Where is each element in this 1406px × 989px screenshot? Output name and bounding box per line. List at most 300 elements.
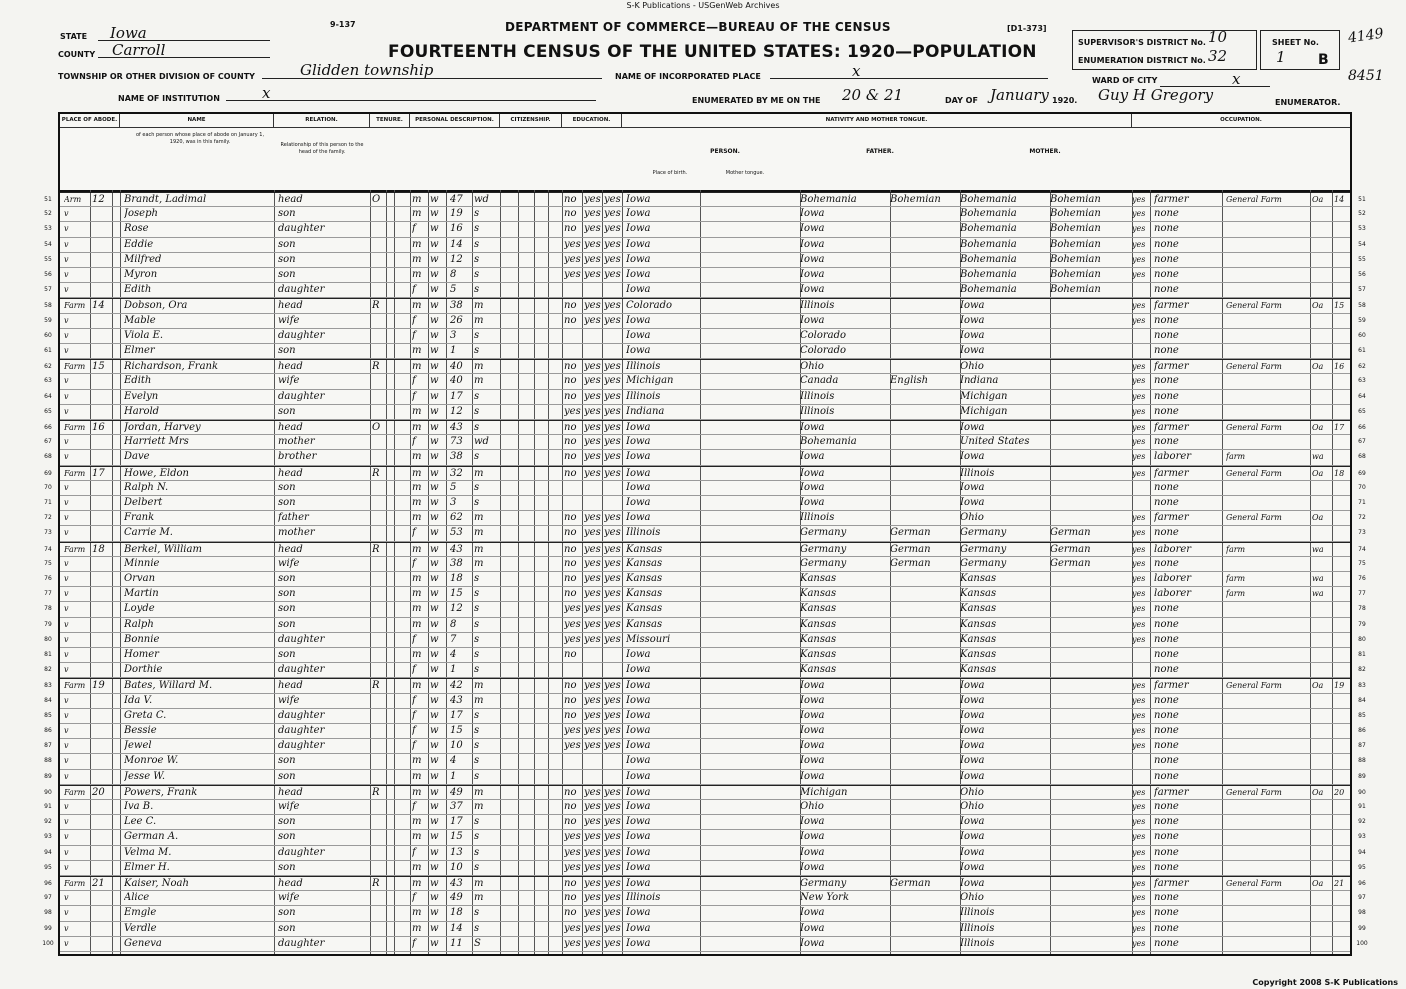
line-number: 72 — [44, 514, 52, 522]
cell-ten: R — [372, 467, 380, 479]
census-title: FOURTEENTH CENSUS OF THE UNITED STATES: 1920—POPULATION — [388, 42, 1037, 62]
cell-pob: Iowa — [626, 422, 651, 433]
cell-occ: none — [1154, 846, 1179, 858]
cell-mpob: Iowa — [960, 770, 985, 782]
line-number: 100 — [42, 939, 54, 947]
table-row — [44, 602, 1366, 617]
line-number-right: 76 — [1358, 575, 1366, 582]
cell-fpob: Kansas — [800, 664, 837, 676]
cell-sch: yes — [564, 740, 581, 752]
header-occupation: OCCUPATION. — [1132, 114, 1350, 128]
cell-cls: wa — [1312, 574, 1324, 583]
enumerated-day: 20 & 21 — [842, 86, 904, 104]
cell-ind: General Farm — [1226, 195, 1282, 204]
cell-age: 12 — [450, 603, 463, 615]
cell-eng: yes — [1132, 301, 1146, 311]
cell-occ: none — [1154, 208, 1179, 220]
cell-mpob: Ohio — [960, 801, 984, 812]
cell-ind: General Farm — [1226, 362, 1282, 372]
sheet-value: 1 — [1276, 48, 1286, 66]
cell-eng: yes — [1132, 270, 1146, 279]
cell-sex: m — [412, 451, 422, 463]
cell-ms: s — [474, 664, 480, 676]
cell-pob: Iowa — [626, 831, 651, 843]
cell-fpob: Iowa — [800, 831, 825, 843]
cell-mpob: Kansas — [960, 649, 997, 660]
cell-sex: m — [412, 208, 422, 220]
cell-st: v — [64, 923, 69, 933]
cell-rel: daughter — [278, 633, 325, 645]
line-number: 53 — [44, 225, 52, 233]
cell-sch: yes — [564, 633, 581, 645]
cell-fpob: Germany — [800, 527, 847, 539]
cell-mpob: Ohio — [960, 512, 984, 524]
line-number-right: 69 — [1358, 469, 1366, 477]
cell-pob: Colorado — [626, 300, 673, 312]
cell-mpob: Illinois — [960, 907, 995, 919]
cell-cls: Oa — [1312, 879, 1324, 888]
cell-st: v — [64, 710, 69, 720]
cell-st: v — [64, 558, 69, 568]
line-number-right: 94 — [1358, 848, 1366, 856]
cell-eng: yes — [1132, 574, 1146, 583]
cell-ind: farm — [1226, 452, 1246, 462]
line-number-right: 95 — [1358, 863, 1366, 871]
cell-rel: son — [278, 497, 296, 508]
cell-st: v — [64, 574, 69, 583]
cell-fpob: Kansas — [800, 649, 837, 660]
cell-col: w — [430, 405, 439, 417]
cell-wr: yes — [604, 725, 621, 736]
cell-h: 15 — [92, 361, 105, 373]
cell-occ: laborer — [1154, 588, 1192, 600]
cell-mpob: Germany — [960, 527, 1007, 539]
cell-ten: R — [372, 300, 380, 312]
cell-fpob: Germany — [800, 543, 847, 555]
cell-fpob: Iowa — [800, 238, 825, 250]
cell-col: w — [430, 345, 439, 356]
cell-name: Joseph — [124, 208, 158, 220]
cell-pob: Iowa — [626, 451, 651, 463]
cell-wr: yes — [604, 892, 621, 904]
cell-mmt: German — [1050, 527, 1091, 539]
cell-rel: daughter — [278, 664, 325, 676]
line-number-right: 99 — [1358, 924, 1366, 932]
cell-name: Ida V. — [124, 694, 153, 706]
cell-col: w — [430, 907, 439, 919]
line-number: 79 — [44, 620, 52, 628]
cell-age: 3 — [450, 497, 457, 508]
line-number: 99 — [44, 924, 52, 932]
table-row — [44, 268, 1366, 283]
cell-mpob: Iowa — [960, 345, 985, 356]
cell-age: 1 — [450, 345, 457, 356]
cell-rd: yes — [584, 451, 601, 463]
table-row — [44, 329, 1366, 344]
cell-sch: no — [564, 194, 577, 205]
cell-mmt: Bohemian — [1050, 238, 1101, 250]
cell-sch: yes — [564, 861, 581, 873]
cell-sch: no — [564, 680, 577, 692]
cell-rd: yes — [584, 801, 601, 812]
cell-pob: Iowa — [626, 709, 651, 721]
county-label: COUNTY — [58, 50, 96, 59]
line-number-right: 80 — [1358, 635, 1366, 643]
cell-ms: s — [474, 390, 480, 402]
cell-st: Farm — [64, 301, 86, 311]
cell-fpob: Iowa — [800, 816, 825, 828]
cell-mpob: Iowa — [960, 680, 985, 692]
cell-wr: yes — [604, 527, 621, 539]
cell-age: 53 — [450, 527, 463, 539]
cell-rel: son — [278, 269, 296, 280]
cell-age: 43 — [450, 878, 463, 889]
line-number: 59 — [44, 316, 52, 324]
cell-ms: m — [474, 300, 484, 312]
cell-occ: farmer — [1154, 194, 1189, 205]
cell-sch: yes — [564, 253, 581, 265]
cell-eng: yes — [1132, 589, 1146, 599]
cell-ms: s — [474, 907, 480, 919]
cell-fmt: English — [890, 375, 929, 387]
cell-rd: yes — [584, 557, 601, 569]
line-number-right: 64 — [1358, 392, 1366, 400]
ward-label: WARD OF CITY — [1092, 76, 1158, 85]
institution-value: x — [262, 84, 271, 102]
cell-rd: yes — [584, 527, 601, 539]
incorporated-label: NAME OF INCORPORATED PLACE — [615, 72, 761, 81]
cell-sch: no — [564, 557, 577, 569]
cell-cls: wa — [1312, 544, 1324, 554]
line-number-right: 81 — [1358, 651, 1366, 658]
cell-fpob: Iowa — [800, 481, 825, 493]
cell-occ: farmer — [1154, 422, 1189, 433]
cell-occ: laborer — [1154, 543, 1192, 555]
line-number: 84 — [44, 696, 52, 704]
line-number-right: 68 — [1358, 453, 1366, 461]
cell-pob: Iowa — [626, 329, 651, 341]
cell-fpob: Ohio — [800, 361, 824, 373]
cell-mpob: Iowa — [960, 481, 985, 493]
cell-age: 5 — [450, 481, 457, 493]
cell-eng: yes — [1132, 879, 1146, 888]
cell-col: w — [430, 786, 439, 798]
line-number: 81 — [44, 651, 52, 658]
cell-st: v — [64, 756, 69, 766]
cell-fpob: Kansas — [800, 588, 837, 600]
cell-age: 15 — [450, 831, 463, 843]
cell-age: 17 — [450, 709, 463, 721]
cell-sch: no — [564, 512, 577, 524]
cell-sex: m — [412, 405, 422, 417]
cell-fpob: Iowa — [800, 253, 825, 265]
cell-wr: yes — [604, 846, 621, 858]
cell-wr: yes — [604, 831, 621, 843]
cell-rel: head — [278, 361, 303, 373]
cell-h: 18 — [92, 543, 105, 555]
cell-col: w — [430, 740, 439, 752]
cell-ten: R — [372, 878, 380, 889]
cell-sch: no — [564, 801, 577, 812]
cell-occ: none — [1154, 740, 1179, 752]
cell-rd: yes — [584, 390, 601, 402]
line-number: 65 — [44, 407, 52, 415]
cell-pob: Iowa — [626, 694, 651, 706]
cell-st: v — [64, 346, 69, 355]
cell-ms: s — [474, 284, 480, 296]
cell-mpob: Ohio — [960, 361, 984, 373]
relation-note: Relationship of this person to the head of the family. — [280, 142, 364, 155]
cell-rel: wife — [278, 694, 300, 706]
line-number: 88 — [44, 757, 52, 765]
cell-fpob: Ohio — [800, 801, 824, 812]
line-number-right: 96 — [1358, 880, 1366, 887]
cell-wr: yes — [604, 194, 621, 205]
cell-name: Frank — [124, 512, 155, 524]
cell-age: 8 — [450, 269, 457, 280]
cell-mpob: Bohemania — [960, 269, 1017, 280]
cell-fpob: Bohemania — [800, 436, 857, 448]
enumerated-label: ENUMERATED BY ME ON THE — [692, 96, 821, 105]
cell-ms: m — [474, 786, 484, 798]
cell-st: v — [64, 437, 69, 447]
cell-rel: brother — [278, 451, 317, 463]
cell-fn: 17 — [1334, 423, 1345, 432]
cell-name: Dorthie — [124, 664, 163, 676]
cell-mpob: Bohemania — [960, 253, 1017, 265]
cell-sch: no — [564, 649, 577, 660]
cell-rel: daughter — [278, 390, 325, 402]
institution-label: NAME OF INSTITUTION — [118, 94, 220, 103]
cell-sch: no — [564, 223, 577, 235]
cell-rd: yes — [584, 253, 601, 265]
table-row — [44, 435, 1366, 450]
line-number: 75 — [44, 559, 52, 567]
cell-rel: son — [278, 481, 296, 493]
cell-mmt: Bohemian — [1050, 269, 1101, 280]
cell-ms: s — [474, 861, 480, 873]
cell-fpob: Iowa — [800, 269, 825, 280]
cell-ms: s — [474, 497, 480, 508]
cell-age: 4 — [450, 755, 457, 767]
line-number-right: 57 — [1358, 286, 1366, 294]
cell-age: 8 — [450, 618, 457, 630]
cell-occ: none — [1154, 436, 1179, 448]
cell-wr: yes — [604, 314, 621, 326]
cell-sex: m — [412, 922, 422, 934]
cell-ms: s — [474, 329, 480, 341]
cell-pob: Iowa — [626, 861, 651, 873]
cell-sex: f — [412, 436, 416, 448]
cell-name: Jewel — [124, 740, 152, 752]
cell-name: Iva B. — [124, 801, 154, 812]
cell-wr: yes — [604, 740, 621, 752]
cell-fpob: Illinois — [800, 390, 835, 402]
cell-rel: daughter — [278, 284, 325, 296]
table-row — [44, 542, 1366, 557]
line-number-right: 92 — [1358, 818, 1366, 826]
cell-pob: Iowa — [626, 481, 651, 493]
cell-ms: s — [474, 573, 480, 584]
table-row — [44, 906, 1366, 921]
cell-rel: wife — [278, 314, 300, 326]
cell-rel: son — [278, 238, 296, 250]
table-row — [44, 739, 1366, 754]
cell-name: Ralph N. — [124, 481, 169, 493]
cell-sex: m — [412, 573, 422, 584]
cell-st: v — [64, 604, 69, 614]
cell-st: v — [64, 270, 69, 279]
cell-sex: m — [412, 649, 422, 660]
cell-rd: yes — [584, 816, 601, 828]
cell-fpob: Michigan — [800, 786, 848, 798]
cell-st: Farm — [64, 681, 86, 691]
cell-st: v — [64, 802, 69, 811]
cell-name: Homer — [124, 649, 159, 660]
cell-age: 38 — [450, 300, 463, 312]
cell-eng: yes — [1132, 528, 1146, 538]
cell-name: Verdle — [124, 922, 157, 934]
table-row — [44, 557, 1366, 572]
cell-occ: none — [1154, 831, 1179, 843]
cell-rel: son — [278, 770, 296, 782]
cell-age: 18 — [450, 573, 463, 584]
cell-age: 38 — [450, 557, 463, 569]
table-row — [44, 511, 1366, 526]
cell-sex: f — [412, 709, 416, 721]
cell-rd: yes — [584, 208, 601, 220]
line-number: 66 — [44, 424, 52, 431]
cell-eng: yes — [1132, 908, 1146, 918]
line-number: 80 — [44, 635, 52, 643]
cell-pob: Kansas — [626, 557, 663, 569]
cell-pob: Iowa — [626, 649, 651, 660]
cell-col: w — [430, 861, 439, 873]
cell-rel: head — [278, 422, 303, 433]
cell-wr: yes — [604, 451, 621, 463]
cell-sch: no — [564, 878, 577, 889]
cell-name: Myron — [124, 269, 158, 280]
line-number-right: 98 — [1358, 909, 1366, 917]
source-banner: S-K Publications - USGenWeb Archives — [626, 1, 780, 10]
line-number-right: 93 — [1358, 833, 1366, 841]
cell-occ: none — [1154, 816, 1179, 828]
header-tenure: TENURE. — [370, 114, 410, 128]
cell-fn: 19 — [1334, 681, 1345, 691]
cell-age: 19 — [450, 208, 463, 220]
cell-occ: farmer — [1154, 878, 1189, 889]
cell-mmt: Bohemian — [1050, 284, 1101, 296]
cell-mpob: Kansas — [960, 573, 997, 584]
line-number-right: 55 — [1358, 255, 1366, 263]
cell-rd: yes — [584, 467, 601, 479]
cell-fn: 18 — [1334, 468, 1345, 478]
cell-st: v — [64, 254, 69, 264]
cell-age: 49 — [450, 892, 463, 904]
cell-col: w — [430, 892, 439, 904]
line-number-right: 63 — [1358, 377, 1366, 385]
cell-h: 17 — [92, 467, 105, 479]
cell-mpob: Iowa — [960, 709, 985, 721]
cell-rel: daughter — [278, 709, 325, 721]
cell-wr: yes — [604, 405, 621, 417]
cell-sex: f — [412, 390, 416, 402]
cell-wr: yes — [604, 238, 621, 250]
cell-occ: farmer — [1154, 786, 1189, 798]
table-header — [60, 114, 1350, 192]
cell-name: Velma M. — [124, 846, 172, 858]
cell-rel: son — [278, 345, 296, 356]
cell-name: Kaiser, Noah — [124, 878, 189, 889]
cell-wr: yes — [604, 588, 621, 600]
cell-ind: General Farm — [1226, 301, 1282, 311]
cell-sex: f — [412, 694, 416, 706]
cell-name: Ralph — [124, 618, 154, 630]
cell-wr: yes — [604, 861, 621, 873]
header-abode: PLACE OF ABODE. — [60, 114, 120, 128]
cell-rel: wife — [278, 892, 300, 904]
cell-st: v — [64, 209, 69, 219]
cell-mpob: Bohemania — [960, 238, 1017, 250]
cell-pob: Iowa — [626, 314, 651, 326]
cell-rel: son — [278, 861, 296, 873]
cell-pob: Kansas — [626, 573, 663, 584]
cell-h: 19 — [92, 680, 105, 692]
cell-sch: no — [564, 467, 577, 479]
cell-occ: none — [1154, 861, 1179, 873]
cell-name: Geneva — [124, 937, 162, 949]
table-row — [44, 618, 1366, 633]
cell-st: v — [64, 862, 69, 872]
line-number-right: 84 — [1358, 696, 1366, 704]
cell-sex: m — [412, 300, 422, 312]
cell-pob: Iowa — [626, 436, 651, 448]
cell-ms: s — [474, 831, 480, 843]
cell-col: w — [430, 557, 439, 569]
cell-rd: yes — [584, 907, 601, 919]
cell-pob: Iowa — [626, 345, 651, 356]
cell-name: Dobson, Ora — [124, 300, 188, 312]
cell-eng: yes — [1132, 619, 1146, 629]
cell-st: v — [64, 938, 69, 948]
line-number-right: 75 — [1358, 559, 1366, 567]
cell-fpob: Illinois — [800, 300, 835, 312]
cell-eng: yes — [1132, 741, 1146, 751]
cell-col: w — [430, 878, 439, 889]
month-value: January — [990, 86, 1049, 104]
cell-pob: Iowa — [626, 740, 651, 752]
cell-col: w — [430, 390, 439, 402]
cell-fmt: German — [890, 543, 931, 555]
cell-ind: farm — [1226, 544, 1246, 554]
line-number: 91 — [44, 803, 52, 810]
cell-age: 15 — [450, 588, 463, 600]
cell-col: w — [430, 238, 439, 250]
cell-ind: farm — [1226, 574, 1246, 583]
cell-col: w — [430, 755, 439, 767]
cell-ms: s — [474, 588, 480, 600]
cell-mpob: Ohio — [960, 892, 984, 904]
line-number-right: 77 — [1358, 590, 1366, 598]
cell-st: v — [64, 391, 69, 401]
cell-fmt: Bohemian — [890, 194, 941, 205]
cell-occ: none — [1154, 253, 1179, 265]
cell-mpob: Kansas — [960, 633, 997, 645]
cell-name: Berkel, William — [124, 543, 202, 555]
cell-name: Bessie — [124, 725, 157, 736]
cell-ind: General Farm — [1226, 787, 1282, 797]
cell-fpob: Illinois — [800, 512, 835, 524]
